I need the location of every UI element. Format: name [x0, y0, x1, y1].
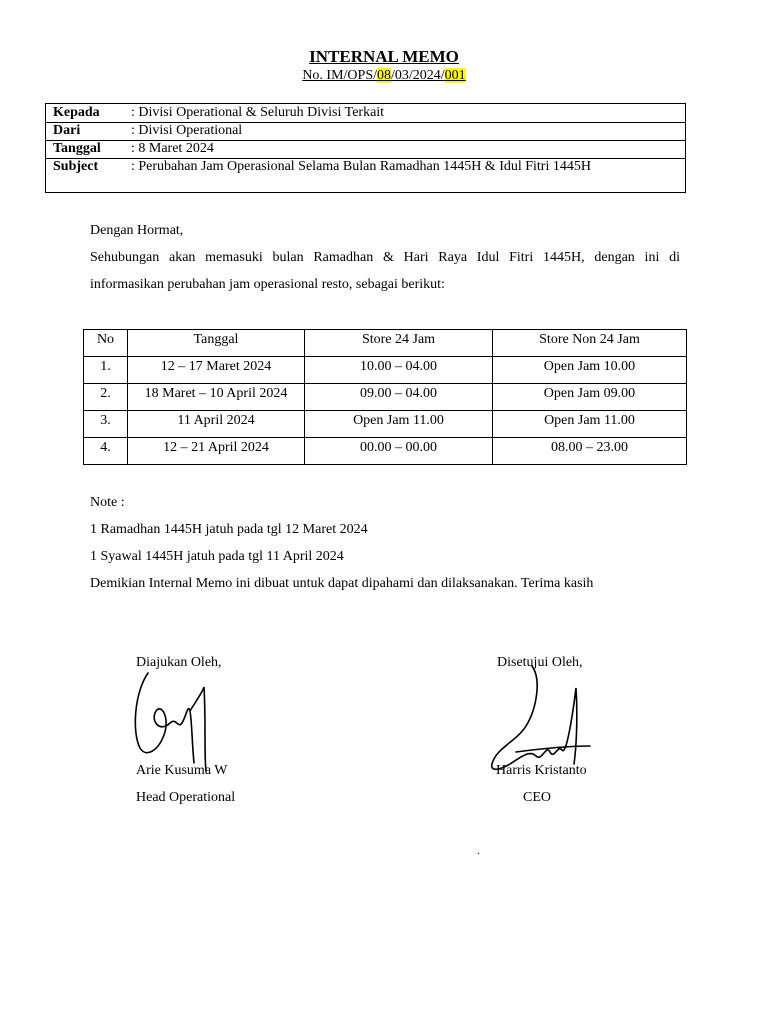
header-row-kepada [46, 104, 685, 123]
right-signer-name: Harris Kristanto [496, 763, 587, 778]
header-label: Tanggal [53, 141, 101, 156]
right-signature-image [486, 660, 596, 780]
header-row-tanggal [46, 140, 685, 159]
table-cell: Open Jam 11.00 [305, 411, 493, 438]
table-cell: 08.00 – 23.00 [493, 438, 687, 465]
left-signer-role: Head Operational [136, 790, 236, 805]
note-line-1: 1 Ramadhan 1445H jatuh pada tgl 12 Maret 2024 [90, 522, 368, 537]
left-signature-image [130, 663, 220, 773]
table-cell: 11 April 2024 [128, 411, 305, 438]
memo-number-middle: /03/2024/ [391, 68, 445, 83]
header-row-subject [46, 158, 685, 176]
header-label: Subject [53, 159, 99, 174]
table-row [84, 384, 687, 411]
table-cell: Open Jam 11.00 [493, 411, 687, 438]
right-signer-role: CEO [523, 790, 551, 805]
memo-number-prefix: No. IM/OPS/ [302, 68, 377, 83]
column-header: Tanggal [128, 330, 305, 357]
header-value: : Perubahan Jam Operasional Selama Bulan Ramadhan 1445H & Idul Fitri 1445H [131, 159, 591, 174]
header-label: Dari [53, 123, 81, 138]
left-signer-name: Arie Kusuma W [136, 763, 228, 778]
table-row [84, 357, 687, 384]
table-cell: 2. [84, 384, 128, 411]
header-row-dari [46, 122, 685, 141]
table-row [84, 438, 687, 465]
table-cell: 3. [84, 411, 128, 438]
column-header: No [84, 330, 128, 357]
table-cell: 4. [84, 438, 128, 465]
table-header-row [84, 330, 687, 357]
note-line-2: 1 Syawal 1445H jatuh pada tgl 11 April 2024 [90, 549, 344, 564]
footer-dot: . [477, 843, 480, 857]
table-cell: 10.00 – 04.00 [305, 357, 493, 384]
memo-number [0, 68, 768, 84]
table-cell: 18 Maret – 10 April 2024 [128, 384, 305, 411]
table-row [84, 411, 687, 438]
table-cell: Open Jam 10.00 [493, 357, 687, 384]
note-label: Note : [90, 495, 125, 510]
header-value: : Divisi Operational & Seluruh Divisi Terkait [131, 105, 385, 120]
header-value: : Divisi Operational [131, 123, 243, 138]
closing-text: Demikian Internal Memo ini dibuat untuk dapat dipahami dan dilaksanakan. Terima kasih [90, 576, 594, 591]
intro-line-2: informasikan perubahan jam operasional resto, sebagai berikut: [90, 277, 445, 292]
memo-header-box [45, 103, 686, 193]
memo-number-seq-highlight: 001 [444, 68, 466, 83]
table-cell: 09.00 – 04.00 [305, 384, 493, 411]
header-label: Kepada [53, 105, 100, 120]
left-signature-caption: Diajukan Oleh, [136, 655, 222, 670]
table-cell: 12 – 21 April 2024 [128, 438, 305, 465]
right-signature-caption: Disetujui Oleh, [497, 655, 583, 670]
memo-number-month-highlight: 08 [377, 68, 391, 83]
intro-line-1: Sehubungan akan memasuki bulan Ramadhan & Hari Raya Idul Fitri 1445H, dengan ini di [90, 250, 680, 265]
column-header: Store Non 24 Jam [493, 330, 687, 357]
column-header: Store 24 Jam [305, 330, 493, 357]
table-cell: Open Jam 09.00 [493, 384, 687, 411]
greeting: Dengan Hormat, [90, 223, 184, 238]
table-cell: 00.00 – 00.00 [305, 438, 493, 465]
table-cell: 1. [84, 357, 128, 384]
schedule-table [83, 329, 687, 465]
memo-title: INTERNAL MEMO [309, 47, 459, 66]
header-value: : 8 Maret 2024 [131, 141, 214, 156]
table-cell: 12 – 17 Maret 2024 [128, 357, 305, 384]
